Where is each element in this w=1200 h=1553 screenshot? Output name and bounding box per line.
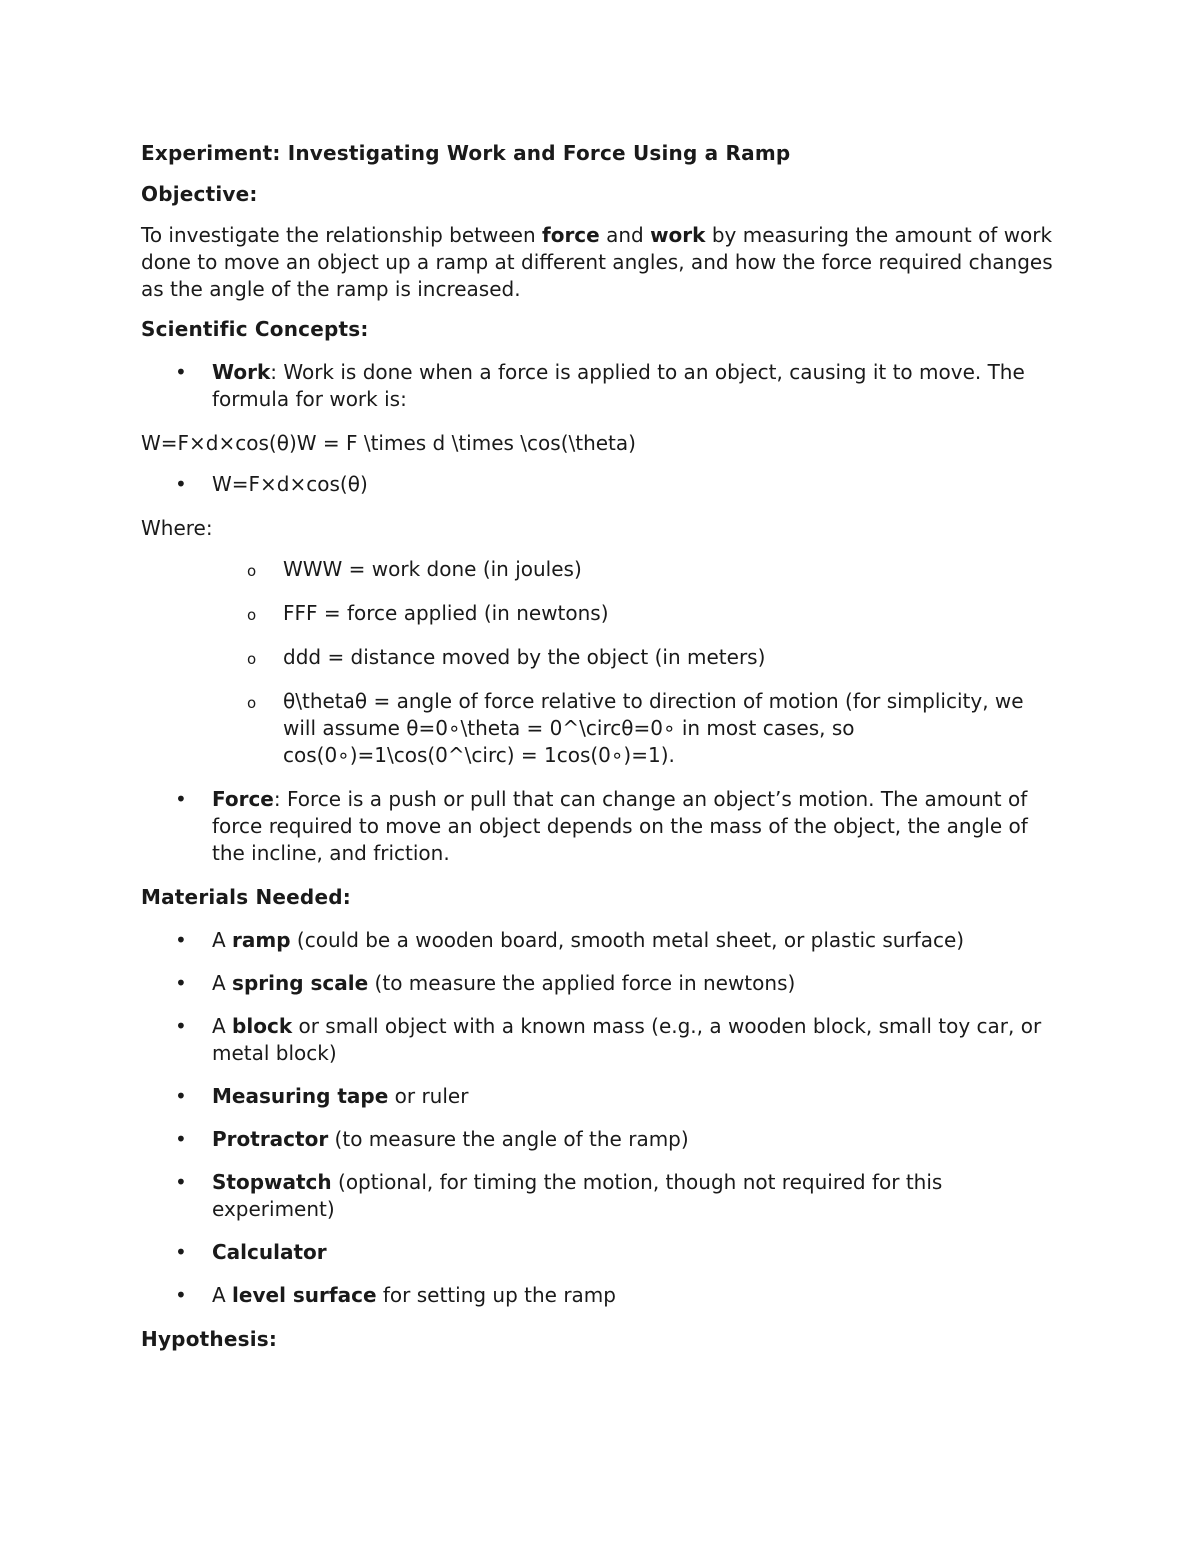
material-item: • Protractor (to measure the angle of the ramp) bbox=[175, 1127, 689, 1151]
material-item: • A ramp (could be a wooden board, smooth metal sheet, or plastic surface) bbox=[175, 928, 965, 952]
sub-bullet-icon: o bbox=[247, 694, 257, 712]
definition-item: o WWW = work done (in joules) bbox=[141, 556, 1061, 583]
bullet-icon: • bbox=[175, 1014, 187, 1038]
document-page bbox=[141, 138, 1061, 1367]
concept-work-item: • Work: Work is done when a force is applied to an object, causing it to move. The formula for work is: bbox=[175, 360, 1025, 411]
sub-bullet-icon: o bbox=[247, 650, 257, 668]
concepts-heading: Scientific Concepts: bbox=[141, 317, 369, 341]
formula-bullet-item: • W=F×d×cos(θ) bbox=[175, 472, 368, 496]
definition-item: o θ\thetaθ = angle of force relative to direction of motion (for simplicity, we will assume θ=0∘\theta = 0^\circθ=0∘ in most cases, so cos(0∘)=1\cos(0^\circ) = 1cos(0∘)=1). bbox=[247, 689, 1024, 767]
formula-list bbox=[141, 471, 1061, 498]
materials-heading: Materials Needed: bbox=[141, 885, 351, 909]
material-item: • A spring scale (to measure the applied force in newtons) bbox=[175, 971, 796, 995]
work-formula-line: W=F×d×cos(θ)W = F \times d \times \cos(\theta) bbox=[141, 431, 636, 455]
bullet-icon: • bbox=[175, 1170, 187, 1194]
bullet-icon: • bbox=[175, 1283, 187, 1307]
where-label: Where: bbox=[141, 516, 213, 540]
definition-item: o ddd = distance moved by the object (in meters) bbox=[141, 644, 1061, 671]
concept-force-item: • Force: Force is a push or pull that can change an object’s motion. The amount of force required to move an object depends on the mass of the object, the angle of the incline, and friction. bbox=[175, 787, 1028, 865]
bullet-icon: • bbox=[175, 1240, 187, 1264]
sub-bullet-icon: o bbox=[247, 606, 257, 624]
objective-heading: Objective: bbox=[141, 182, 258, 206]
concepts-list bbox=[141, 359, 1061, 413]
material-item: • Calculator bbox=[175, 1240, 327, 1264]
bullet-icon: • bbox=[175, 1084, 187, 1108]
materials-list bbox=[141, 927, 1061, 1309]
hypothesis-heading: Hypothesis: bbox=[141, 1327, 278, 1351]
sub-bullet-icon: o bbox=[247, 562, 257, 580]
bullet-icon: • bbox=[175, 1127, 187, 1151]
material-item: • Measuring tape or ruler bbox=[175, 1084, 469, 1108]
definition-item: o FFF = force applied (in newtons) bbox=[141, 600, 1061, 627]
material-item: • A block or small object with a known mass (e.g., a wooden block, small toy car, or metal block) bbox=[175, 1014, 1042, 1065]
document-title: Experiment: Investigating Work and Force Using a Ramp bbox=[141, 141, 791, 165]
material-item: • A level surface for setting up the ramp bbox=[175, 1283, 616, 1307]
bullet-icon: • bbox=[175, 928, 187, 952]
definitions-list bbox=[141, 556, 1061, 769]
bullet-icon: • bbox=[175, 787, 187, 811]
objective-paragraph: To investigate the relationship between force and work by measuring the amount of work done to move an object up a ramp at different angles, and how the force required changes as the angle of the ramp is increased. bbox=[141, 223, 1053, 301]
bullet-icon: • bbox=[175, 971, 187, 995]
material-item: • Stopwatch (optional, for timing the motion, though not required for this experiment) bbox=[175, 1170, 943, 1221]
bullet-icon: • bbox=[175, 360, 187, 384]
force-list bbox=[141, 786, 1061, 867]
bullet-icon: • bbox=[175, 472, 187, 496]
